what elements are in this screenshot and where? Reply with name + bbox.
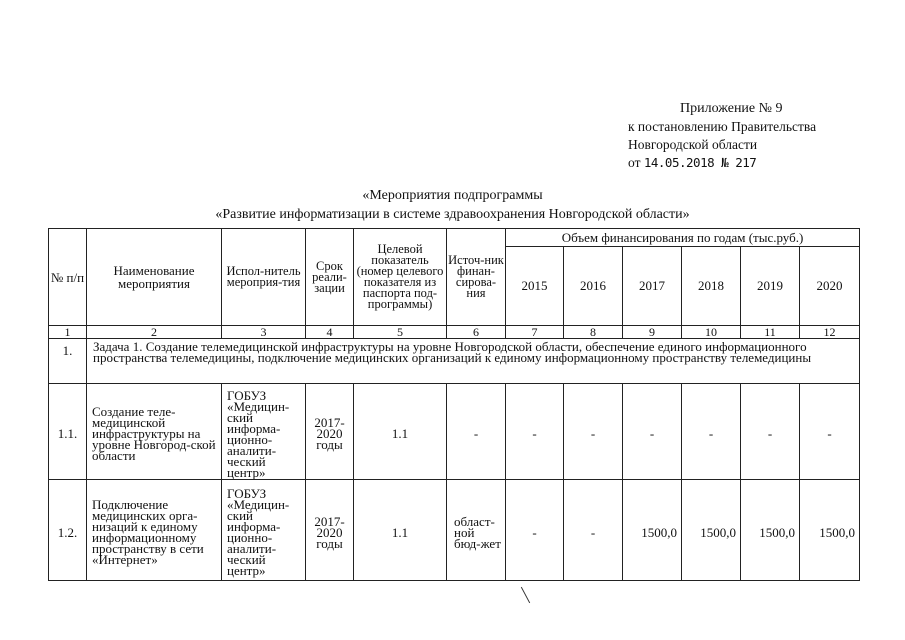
col-number: 4 (306, 326, 354, 339)
col-number: 10 (682, 326, 741, 339)
document-title-line2: «Развитие информатизации в системе здравоохранения Новгородской области» (215, 207, 690, 222)
table-row (49, 480, 860, 581)
col-number: 12 (800, 326, 860, 339)
header-executor: Испол-нитель мероприя-тия (222, 229, 306, 326)
row-value-2019: - (741, 384, 800, 480)
task-text: Задача 1. Создание телемедицинской инфраструктуры на уровне Новгородской области, обеспечение единого информационного пространства телемедицины, подключение медицинских организаций к единому информационному пространству телемедицины (87, 339, 860, 384)
row-source: - (447, 384, 506, 480)
row-value-2017: - (623, 384, 682, 480)
row-value-2018: 1500,0 (682, 480, 741, 581)
header-name: Наименование мероприятия (87, 229, 222, 326)
row-executor: ГОБУЗ «Медицин-ский информа-ционно-аналити-ческий центр» (222, 480, 306, 581)
document-title-line1: «Мероприятия подпрограммы (362, 188, 543, 203)
col-number: 7 (506, 326, 564, 339)
row-value-2015: - (506, 384, 564, 480)
appendix-region: Новгородской области (628, 137, 758, 152)
row-num: 1.2. (49, 480, 87, 581)
row-name: Подключение медицинских орга-низаций к единому информационному пространству в сети «Интернет» (87, 480, 222, 581)
appendix-number: Приложение № 9 (680, 101, 783, 116)
row-source: област-ной бюд-жет (447, 480, 506, 581)
row-value-2020: - (800, 384, 860, 480)
year-2019: 2019 (741, 247, 800, 326)
header-indicator: Целевой показатель (номер целевого показателя из паспорта под-программы) (354, 229, 447, 326)
year-2016: 2016 (564, 247, 623, 326)
task-row (49, 339, 860, 384)
row-value-2017: 1500,0 (623, 480, 682, 581)
col-number: 8 (564, 326, 623, 339)
row-term: 2017-2020 годы (306, 384, 354, 480)
row-term: 2017-2020 годы (306, 480, 354, 581)
row-num: 1.1. (49, 384, 87, 480)
row-value-2016: - (564, 480, 623, 581)
col-number: 2 (87, 326, 222, 339)
year-2020: 2020 (800, 247, 860, 326)
measures-table (48, 228, 860, 581)
year-2018: 2018 (682, 247, 741, 326)
header-term: Срок реали-зации (306, 229, 354, 326)
col-number: 3 (222, 326, 306, 339)
header-num: № п/п (49, 229, 87, 326)
header-source: Источ-ник финан-сирова-ния (447, 229, 506, 326)
row-indicator: 1.1 (354, 384, 447, 480)
appendix-date-prefix: от (628, 155, 641, 170)
header-row-top (49, 229, 860, 247)
col-number: 11 (741, 326, 800, 339)
appendix-block (628, 100, 888, 172)
row-value-2018: - (682, 384, 741, 480)
header-funding: Объем финансирования по годам (тыс.руб.) (506, 229, 860, 247)
row-value-2020: 1500,0 (800, 480, 860, 581)
col-number: 9 (623, 326, 682, 339)
task-num: 1. (49, 339, 87, 384)
year-2017: 2017 (623, 247, 682, 326)
appendix-date: 14.05.2018 № 217 (643, 155, 757, 170)
row-executor: ГОБУЗ «Медицин-ский информа-ционно-аналити-ческий центр» (222, 384, 306, 480)
row-indicator: 1.1 (354, 480, 447, 581)
row-value-2015: - (506, 480, 564, 581)
col-number: 1 (49, 326, 87, 339)
column-numbers-row (49, 326, 860, 339)
appendix-resolution: к постановлению Правительства (628, 119, 817, 134)
row-value-2019: 1500,0 (741, 480, 800, 581)
row-value-2016: - (564, 384, 623, 480)
col-number: 6 (447, 326, 506, 339)
col-number: 5 (354, 326, 447, 339)
appendix-date-line (628, 154, 888, 172)
year-2015: 2015 (506, 247, 564, 326)
row-name: Создание теле-медицинской инфраструктуры на уровне Новгород-ской области (87, 384, 222, 480)
scan-mark (521, 587, 530, 603)
table-row (49, 384, 860, 480)
